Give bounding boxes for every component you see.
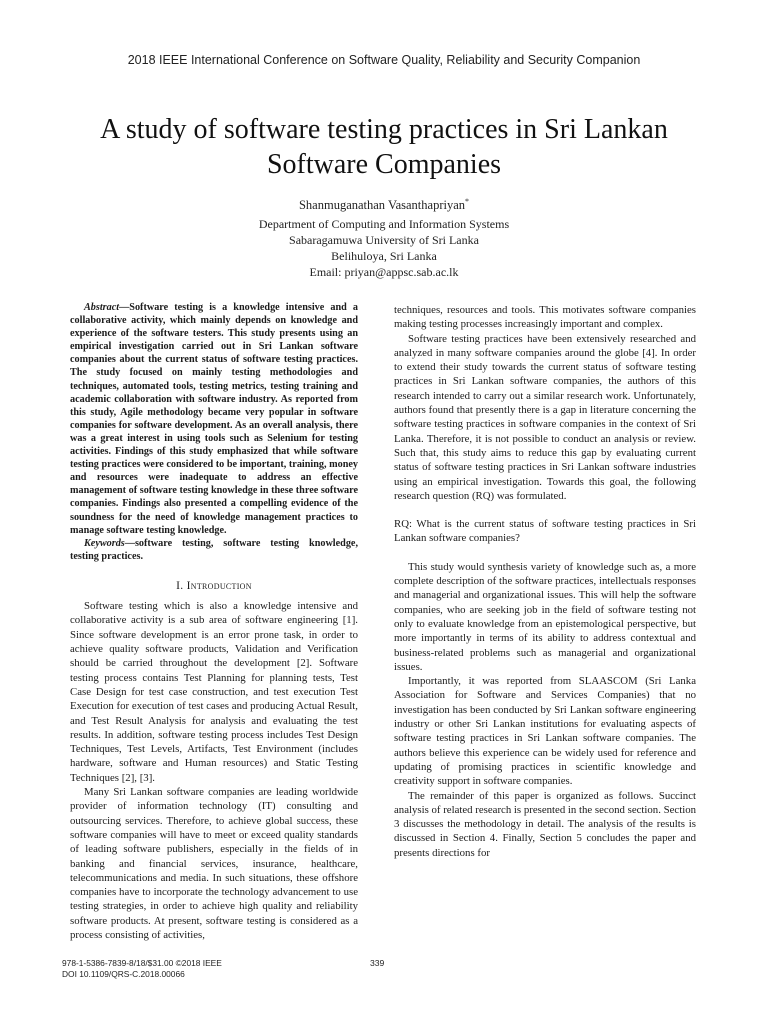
affiliation-university: Sabaragamuwa University of Sri Lanka: [289, 233, 479, 248]
spacer: [394, 546, 696, 560]
right-paragraph-3: This study would synthesis variety of knowledge such as, a more complete description of the software practices, intellectuals responses and managerial and organizational issues. This will help the software companies, who are seeking job in the field of software testing not only to evaluate knowledge from an epistemological perspective, but more importantly in terms of its ability to address contextual and business-related problems such as managerial and organizational issues.: [394, 560, 696, 673]
footer-isbn: 978-1-5386-7839-8/18/$31.00 ©2018 IEEE: [62, 958, 222, 968]
abstract-text: —Software testing is a knowledge intensive and a collaborative activity, which mainly depends on knowledge and experience of the software testers. This study presents using an empirical investigation carried out in Sri Lankan software companies about the current status of software testing practices. The study focused on mainly testing methodologies and techniques, automated tools, testing metrics, testing training and academic collaboration with software industry. As reported from this study, Agile methodology became very popular in software companies for software development. As an overall analysis, there was a great interest in using tools such as Selenium for testing activities. Findings of this study emphasized that while software testing practices were considered to be important, training, money and resources were inadequate to address an effective management of software testing knowledge in these three software companies. Findings also presented a compelling evidence of the soundness for the need of knowledge management practices to manage software testing knowledge.: [70, 302, 358, 536]
conference-header: 2018 IEEE International Conference on Software Quality, Reliability and Security Companion: [127, 53, 641, 67]
title-line-1: A study of software testing practices in Sri Lankan: [100, 114, 668, 145]
research-question: RQ: What is the current status of software testing practices in Sri Lankan software companies?: [394, 518, 696, 545]
section-heading-introduction: I. Introduction: [176, 579, 252, 592]
affiliation-department: Department of Computing and Information Systems: [258, 217, 510, 232]
abstract: [70, 301, 358, 563]
author-email: Email: priyan@appsc.sab.ac.lk: [309, 265, 459, 280]
footer-copyright: [62, 958, 222, 979]
intro-paragraph-2: Many Sri Lankan software companies are leading worldwide provider of information technology (IT) consulting and outsourcing services. Therefore, to achieve global success, these software companies will have to meet or exceed quality standards of leading software publishers, especially in the fields of in banking and financial services, insurance, healthcare, telecommunications and media. In such situations, these offshore companies have to incorporate the technology advancement to use testing strategies, in order to achieve high quality and reliability software products. At present, software testing is considered as a process consisting of activities,: [70, 786, 358, 941]
intro-paragraph-1: Software testing which is also a knowledge intensive and collaborative activity is a sub area of software engineering [1]. Since software development is an error prone task, in order to achieve quality software products, Validation and Verification should be carried throughout the development [2]. Software testing process contains Test Planning for planning tests, Test Case Design for test case construction, and test execution Test Execution for execution of test cases and producing Actual Result, and Test Result Analysis for analysis and evaluating the test results. In addition, software testing process includes Test Design Techniques, Test Levels, Artifacts, Test Environment (includes hardware, software and Human resources) and Static Testing Techniques [2], [3].: [70, 600, 358, 784]
keywords-paragraph: [70, 537, 358, 563]
abstract-paragraph: [70, 301, 358, 537]
keywords-text: —software testing, software testing knowledge, testing practices.: [70, 537, 358, 562]
keywords-label: Keywords: [84, 537, 125, 549]
paper-title: [60, 112, 708, 182]
footer-doi: DOI 10.1109/QRS-C.2018.00066: [62, 968, 185, 979]
title-line-2: Software Companies: [266, 149, 502, 180]
author-name: [0, 194, 768, 213]
author-block: [0, 194, 768, 280]
author-name-text: Shanmuganathan Vasanthapriyan: [298, 198, 466, 213]
affiliation-location: Belihuloya, Sri Lanka: [331, 249, 437, 264]
right-continuation-paragraph: techniques, resources and tools. This motivates software companies making testing processes increasingly important and complex.: [394, 304, 696, 331]
left-column: [70, 301, 358, 942]
abstract-label: Abstract: [84, 302, 120, 313]
right-paragraph-5: The remainder of this paper is organized as follows. Succinct analysis of related research is presented in the second section. Section 3 discusses the methodology in detail. The analysis of the results is discussed in Section 4. Finally, Section 5 concludes the paper and presents directions for: [394, 789, 696, 859]
page-number: 339: [370, 958, 385, 968]
right-column: [394, 303, 696, 860]
right-paragraph-2: Software testing practices have been extensively researched and analyzed in many software companies around the globe [4]. In order to extend their study towards the current status of software testing practices in Sri Lankan software companies, the authors of this research intended to carry out a similar research work. Unfortunately, authors found that presently there is a gap in literature concerning the software testing practices in software companies in the context of Sri Lanka. Therefore, it is not possible to conduct an analysis or review. Such that, this study aims to reduce this gap by evaluating current status of software testing practices in Sri Lankan software industries using an empirical investigation. Towards this goal, the following research question (RQ) was formulated.: [394, 332, 696, 502]
author-mark: *: [465, 197, 470, 206]
right-paragraph-4: Importantly, it was reported from SLAASCOM (Sri Lanka Association for Software and Services Companies) that no investigation has been conducted by Sri Lankan software engineering industry or other Sri Lankan institutions for evaluating aspects of software testing practices in Sri Lankan software companies. The authors believe this experience can be widely used for reference and updating of promising practices in scientific knowledge and creativity support in software companies.: [394, 675, 696, 788]
spacer: [394, 503, 696, 517]
